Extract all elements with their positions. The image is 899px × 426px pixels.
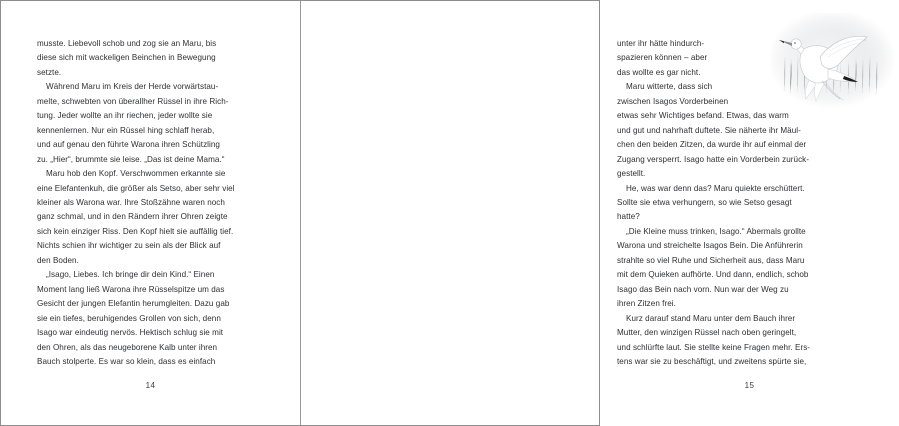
text-line: Gesicht der jungen Elefantin herumgleiten. Dazu gab	[37, 299, 230, 309]
text-line: „Isago, Liebes. Ich bringe dir dein Kind.“ Einen	[46, 270, 215, 280]
paragraph	[37, 167, 269, 268]
text-line: Zugang versperrt. Isago hatte ein Vorderbein zurück-	[617, 154, 810, 164]
text-line: Bauch stolperte. Es war so klein, dass es einfach	[37, 356, 216, 366]
text-line: Moment lang ließ Warona ihre Rüsselspitze um das	[37, 284, 225, 294]
text-line: „Die Kleine muss trinken, Isago.“ Abermals grollte	[626, 226, 806, 236]
text-line: diese sich mit wackeligen Beinchen in Bewegung	[37, 53, 216, 63]
text-line: den Ohren, als das neugeborene Kalb unter ihren	[37, 342, 218, 352]
text-line: Maru witterte, dass sich	[626, 82, 713, 92]
text-line: unter ihr hätte hindurch-	[617, 39, 705, 48]
paragraph	[37, 37, 269, 80]
text-line: den Boden.	[37, 255, 79, 265]
right-page-folio: 15	[744, 381, 755, 390]
paragraph	[617, 225, 855, 312]
text-line: Mutter, den winzigen Rüssel nach oben geringelt,	[617, 328, 797, 338]
text-line: setzte.	[37, 67, 62, 77]
text-line: strahlte so viel Ruhe und Sicherheit aus, dass Maru	[617, 255, 805, 265]
text-line: melte, schwebten von überallher Rüssel in ihre Rich-	[37, 96, 229, 106]
paragraph	[37, 80, 269, 167]
text-line: etwas sehr Wichtiges befand. Etwas, das warm	[617, 111, 789, 121]
paragraph	[37, 268, 269, 369]
right-page-text-column	[617, 37, 855, 369]
text-line: ganz schmal, und in den Rändern ihrer Ohren zeigte	[37, 212, 228, 222]
text-line: gestellt.	[617, 169, 646, 179]
paragraph	[617, 182, 855, 225]
left-page-text-column	[37, 37, 269, 369]
text-line: Während Maru im Kreis der Herde vorwärtstau-	[46, 82, 219, 92]
paragraph	[617, 80, 855, 181]
text-line: Isago war eindeutig nervös. Hektisch schlug sie mit	[37, 328, 224, 338]
text-line: und gut und nahrhaft duftete. Sie näherte ihr Mäul-	[617, 125, 801, 135]
right-page	[300, 1, 811, 425]
text-line: He, was war denn das? Maru quiekte erschüttert.	[626, 183, 805, 193]
text-line: und schlürfte laut. Sie stellte keine Fragen mehr. Ers-	[617, 342, 811, 352]
paragraph	[617, 312, 855, 370]
text-line: und auf genau den führte Warona ihren Schützling	[37, 140, 220, 150]
text-line: kennenlernen. Nur ein Rüssel hing schlaff herab,	[37, 125, 215, 135]
text-line: kleiner als Warona war. Ihre Stoßzähne waren noch	[37, 197, 225, 207]
text-line: musste. Liebevoll schob und zog sie an Maru, bis	[37, 39, 217, 48]
text-line: spazieren können – aber	[617, 53, 708, 63]
text-line: Nichts schien ihr wichtiger zu sein als der Blick auf	[37, 241, 221, 251]
text-line: zu. „Hier“, brummte sie leise. „Das ist deine Mama.“	[37, 154, 225, 164]
text-line: tung. Jeder wollte an ihr riechen, jeder wollte sie	[37, 111, 213, 121]
paragraph	[617, 37, 855, 80]
text-line: chen den beiden Zitzen, da wurde ihr auf einmal der	[617, 140, 807, 150]
text-line: zwischen Isagos Vorderbeinen	[617, 96, 729, 106]
text-line: eine Elefantenkuh, die größer als Setso, aber sehr viel	[37, 183, 235, 193]
text-line: hatte?	[617, 212, 640, 222]
text-line: Maru hob den Kopf. Verschwommen erkannte sie	[46, 169, 226, 179]
text-line: Isago das Bein nach vorn. Nun war der Weg zu	[617, 284, 789, 294]
text-line: Warona und streichelte Isagos Bein. Die Anführerin	[617, 241, 803, 251]
left-page	[1, 1, 300, 425]
text-line: das wollte es gar nicht.	[617, 67, 701, 77]
left-page-folio: 14	[145, 381, 156, 390]
text-line: mit dem Quieken aufhörte. Und dann, endlich, schob	[617, 270, 809, 280]
text-line: Sollte sie etwa verhungern, so wie Setso gesagt	[617, 197, 792, 207]
text-line: Kurz darauf stand Maru unter dem Bauch ihrer	[626, 313, 796, 323]
text-line: ihren Zitzen frei.	[617, 299, 676, 309]
text-line: sich kein einziger Riss. Den Kopf hielt sie auffällig tief.	[37, 226, 234, 236]
text-line: tens war sie zu beschäftigt, und zweitens spürte sie,	[617, 356, 807, 366]
text-line: sie ein tiefes, beruhigendes Grollen von sich, denn	[37, 313, 221, 323]
